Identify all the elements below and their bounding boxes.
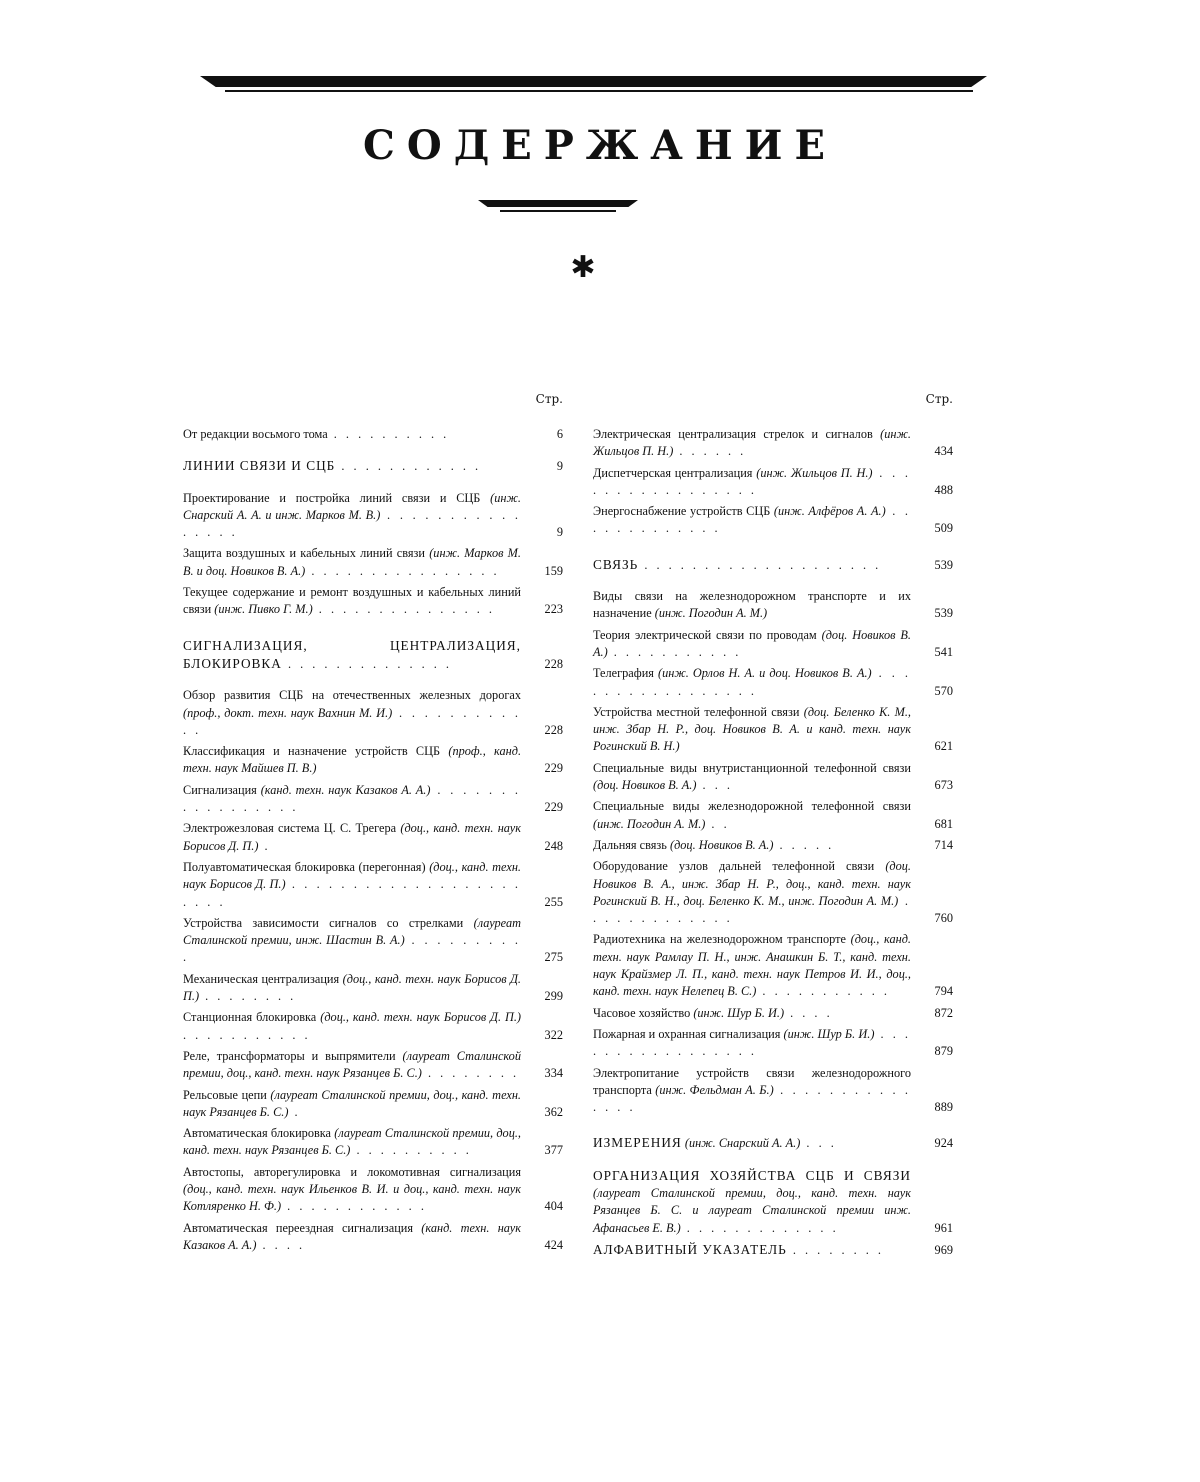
toc-entry-leader-dots: . . . . . . . . . . . . bbox=[335, 459, 482, 474]
toc-entry bbox=[183, 971, 563, 1006]
toc-entry-page-number: 961 bbox=[934, 1220, 953, 1235]
toc-entry-title: Электрическая централизация стрелок и сигналов bbox=[593, 427, 873, 441]
toc-entry-text bbox=[183, 1125, 529, 1160]
page-title: СОДЕРЖАНИЕ bbox=[363, 122, 837, 169]
toc-entry-title: Автостопы, авторегулировка и локомотивная сигнализация bbox=[183, 1164, 521, 1179]
toc-entry bbox=[593, 665, 953, 700]
toc-entry-leader-dots: . bbox=[288, 1104, 301, 1119]
toc-entry-author: (инж. Фельдман А. Б.) bbox=[655, 1082, 774, 1097]
toc-entry-title: ИЗМЕРЕНИЯ bbox=[593, 1135, 682, 1151]
toc-entry-page-number: 681 bbox=[934, 816, 953, 831]
toc-entry-text bbox=[183, 1220, 529, 1255]
toc-entry-page-number: 879 bbox=[934, 1044, 953, 1059]
toc-entry bbox=[183, 915, 563, 967]
toc-entry-leader-dots: . . . . . . . . . . . . . . . . . bbox=[593, 666, 911, 698]
toc-entry bbox=[593, 760, 953, 795]
toc-entry-leader-dots: . . . . . . . . . . . . . . . bbox=[593, 1082, 912, 1115]
toc-left-column bbox=[183, 392, 563, 1254]
toc-section-entry bbox=[183, 457, 563, 475]
toc-entry-page-number: 541 bbox=[934, 644, 953, 659]
toc-entry-title: Устройства зависимости сигналов со стрелками bbox=[183, 915, 464, 930]
toc-entry-text bbox=[183, 1048, 529, 1083]
toc-entry-title: Автоматическая переездная сигнализация bbox=[183, 1220, 414, 1235]
toc-entry bbox=[593, 1005, 953, 1022]
toc-entry-leader-dots: . . . . . . . . . . . bbox=[607, 644, 742, 659]
title-underline-rule bbox=[478, 200, 638, 207]
toc-entry-text bbox=[593, 798, 919, 833]
toc-entry-leader-dots: . . . . . . . . . . . . bbox=[183, 705, 521, 737]
toc-entry-leader-dots: . . . . bbox=[256, 1237, 306, 1252]
toc-entry-text bbox=[183, 820, 529, 855]
toc-entry-title: Механическая централизация bbox=[183, 971, 340, 986]
toc-right-list bbox=[593, 426, 953, 1259]
toc-entry-leader-dots: . . . . . . . . . . bbox=[350, 1143, 472, 1158]
toc-entry-leader-dots: . . . . . . . . . . bbox=[327, 427, 450, 441]
toc-entry bbox=[593, 798, 953, 833]
toc-entry-leader-dots: . . . . . . . . . . . . . . . . . . . . . . . bbox=[183, 877, 521, 909]
toc-entry bbox=[183, 687, 563, 739]
toc-entry-page-number: 275 bbox=[544, 950, 563, 965]
toc-entry-page-number: 228 bbox=[544, 656, 563, 671]
star-ornament-icon: ✱ bbox=[570, 250, 596, 285]
toc-entry-leader-dots: . . . bbox=[800, 1136, 837, 1151]
toc-entry-page-number: 362 bbox=[544, 1104, 563, 1119]
toc-entry bbox=[593, 426, 953, 461]
toc-section-entry bbox=[593, 1167, 953, 1237]
toc-entry-author: (лауреат Сталинской премии, доц., канд. техн. наук Рязанцев Б. С.) bbox=[183, 1087, 521, 1119]
toc-entry-text bbox=[593, 704, 919, 756]
toc-entry-page-number: 255 bbox=[544, 894, 563, 909]
toc-entry-title: Виды связи на железнодорожном транспорте и их назначение bbox=[593, 589, 911, 621]
toc-entry-text bbox=[183, 1087, 529, 1122]
toc-entry-title: Классификация и назначение устройств СЦБ bbox=[183, 744, 441, 759]
toc-entry-page-number: 889 bbox=[934, 1100, 953, 1115]
toc-entry bbox=[183, 743, 563, 778]
toc-entry bbox=[593, 704, 953, 756]
toc-entry-text bbox=[593, 1005, 919, 1022]
toc-entry bbox=[593, 503, 953, 538]
toc-entry-page-number: 488 bbox=[934, 482, 953, 497]
toc-entry-leader-dots: . . bbox=[705, 816, 730, 831]
toc-entry bbox=[593, 931, 953, 1000]
toc-entry-page-number: 228 bbox=[544, 722, 563, 737]
toc-entry-leader-dots: . . . . . . . . . . . . . . . . bbox=[183, 507, 521, 540]
top-heavy-rule bbox=[200, 76, 987, 87]
toc-entry-author: (инж. Орлов Н. А. и доц. Новиков В. А.) bbox=[658, 666, 872, 681]
toc-entry-title: СИГНАЛИЗАЦИЯ, ЦЕНТРАЛИЗАЦИЯ, БЛОКИРОВКА bbox=[183, 637, 521, 671]
toc-entry-text bbox=[593, 556, 919, 574]
toc-entry-page-number: 229 bbox=[544, 800, 563, 815]
toc-entry bbox=[183, 1009, 563, 1044]
toc-entry bbox=[183, 859, 563, 911]
toc-entry-leader-dots: . . . . . . . . . . . . . . . . bbox=[305, 563, 500, 578]
toc-entry-page-number: 159 bbox=[544, 563, 563, 578]
toc-entry-leader-dots: . . . . . . . . . . . bbox=[756, 984, 890, 999]
toc-entry-title: Дальняя связь bbox=[593, 837, 667, 852]
toc-entry-leader-dots: . . . . . . . . bbox=[786, 1242, 884, 1257]
toc-entry bbox=[593, 627, 953, 662]
toc-entry-title: Реле, трансформаторы и выпрямители bbox=[183, 1048, 396, 1063]
toc-entry-author: (лауреат Сталинской премии, инж. Шастин В. А.) bbox=[183, 915, 521, 948]
toc-entry-text bbox=[183, 687, 529, 739]
toc-entry-text bbox=[593, 665, 919, 700]
toc-entry-author: (инж. Погодин А. М.) bbox=[593, 816, 706, 831]
toc-entry bbox=[183, 426, 563, 443]
top-thin-rule bbox=[225, 90, 973, 92]
toc-entry-title: Полуавтоматическая блокировка (перегонная) bbox=[183, 859, 426, 874]
toc-entry-author: (доц. Новиков В. А.) bbox=[669, 837, 774, 852]
toc-entry-text bbox=[593, 1241, 919, 1259]
toc-entry-text bbox=[593, 760, 919, 795]
toc-entry-page-number: 229 bbox=[544, 761, 563, 776]
toc-entry-title: Проектирование и постройка линий связи и СЦБ bbox=[183, 490, 481, 505]
toc-entry bbox=[593, 837, 953, 854]
toc-left-list bbox=[183, 426, 563, 1254]
toc-entry bbox=[183, 1125, 563, 1160]
toc-entry bbox=[183, 1164, 563, 1216]
toc-entry-leader-dots: . . . . bbox=[784, 1005, 833, 1020]
toc-entry-title: Устройства местной телефонной связи bbox=[593, 704, 800, 719]
toc-entry-author: (лауреат Сталинской премии, доц., канд. техн. наук Рязанцев Б. С.) bbox=[183, 1126, 522, 1158]
toc-entry-author: (инж. Алфёров А. А.) bbox=[773, 504, 886, 519]
toc-entry-title: Телеграфия bbox=[593, 666, 654, 681]
toc-entry-page-number: 760 bbox=[934, 911, 953, 926]
toc-entry-leader-dots: . . . . . . . . . . bbox=[183, 933, 521, 965]
toc-entry-author: (инж. Снарский А. А. и инж. Марков М. В.) bbox=[183, 490, 521, 522]
toc-entry-text bbox=[183, 859, 529, 911]
toc-entry-author: (лауреат Сталинской премии, доц., канд. техн. наук Рязанцев Б. С. и лауреат Сталинской премии инж. Афанасьев Е. В.) bbox=[593, 1185, 911, 1235]
toc-entry-leader-dots: . bbox=[258, 838, 271, 853]
toc-entry-page-number: 969 bbox=[934, 1242, 953, 1257]
toc-entry-author: (доц., канд. техн. наук Борисов Д. П.) bbox=[183, 859, 521, 892]
toc-entry-page-number: 539 bbox=[934, 606, 953, 621]
toc-entry-text bbox=[183, 971, 529, 1006]
toc-entry-page-number: 299 bbox=[544, 989, 563, 1004]
toc-entry-page-number: 322 bbox=[544, 1027, 563, 1042]
toc-entry-author: (канд. техн. наук Казаков А. А.) bbox=[183, 1220, 521, 1252]
toc-entry-title: Специальные виды железнодорожной телефонной связи bbox=[593, 799, 911, 814]
toc-entry-author: (доц., канд. техн. наук Борисов Д. П.) bbox=[183, 821, 521, 853]
toc-section-entry bbox=[593, 1241, 953, 1259]
toc-entry-text bbox=[593, 1134, 919, 1152]
toc-entry-author: (инж. Жильцов П. Н.) bbox=[756, 465, 873, 480]
toc-entry bbox=[183, 782, 563, 817]
toc-entry-leader-dots: . . . . . . . . . . . . . . bbox=[281, 656, 452, 671]
toc-entry-text bbox=[183, 1009, 529, 1044]
toc-entry-author: (проф., канд. техн. наук Майшев П. В.) bbox=[183, 744, 522, 776]
toc-right-column bbox=[593, 392, 953, 1259]
toc-entry-page-number: 9 bbox=[556, 459, 563, 474]
toc-entry-title: Энергоснабжение устройств СЦБ bbox=[593, 504, 771, 519]
toc-entry-title: ОРГАНИЗАЦИЯ ХОЗЯЙСТВА СЦБ И СВЯЗИ bbox=[593, 1167, 911, 1183]
toc-entry-title: Радиотехника на железнодорожном транспорте bbox=[593, 932, 846, 947]
toc-entry-leader-dots: . . . . . . . . . . . . . bbox=[593, 504, 911, 536]
toc-entry-text bbox=[593, 503, 919, 538]
toc-entry-leader-dots: . . . . . . . . . . . . . bbox=[680, 1220, 839, 1235]
toc-entry bbox=[593, 858, 953, 927]
toc-entry-title: Обзор развития СЦБ на отечественных железных дорогах bbox=[183, 688, 521, 703]
toc-entry-title: Специальные виды внутристанционной телефонной связи bbox=[593, 760, 911, 775]
toc-entry-author: (доц. Беленко К. М., инж. Збар Н. Р., доц. Новиков В. А. и канд. техн. наук Рогинский В. Н.) bbox=[593, 704, 912, 754]
toc-entry bbox=[593, 1065, 953, 1117]
toc-entry-author: (инж. Пивко Г. М.) bbox=[214, 602, 313, 617]
toc-entry-page-number: 794 bbox=[934, 984, 953, 999]
toc-entry-page-number: 424 bbox=[544, 1237, 563, 1252]
toc-entry-text bbox=[593, 931, 919, 1000]
toc-entry-page-number: 714 bbox=[934, 837, 953, 852]
toc-entry-text bbox=[593, 858, 919, 927]
toc-entry-leader-dots: . . . . . . . . bbox=[421, 1066, 520, 1081]
toc-entry-leader-dots: . . . . . bbox=[773, 837, 835, 852]
toc-entry-leader-dots: . . . . . . . . . . . . . . . . . bbox=[593, 1026, 912, 1059]
toc-entry-title: СВЯЗЬ bbox=[593, 556, 639, 572]
toc-entry-author: (доц. Новиков В. А.) bbox=[593, 627, 911, 659]
toc-entry-leader-dots: . . . . . . . . . . . . . . . . . bbox=[183, 782, 521, 815]
toc-entry-title: Электропитание устройств связи железнодорожного транспорта bbox=[593, 1065, 911, 1097]
toc-entry-title: От редакции восьмого тома bbox=[183, 427, 328, 441]
toc-entry-title: Электрожезловая система Ц. С. Трегера bbox=[183, 821, 397, 836]
toc-entry-leader-dots: . . . bbox=[696, 778, 733, 793]
toc-entry bbox=[183, 1220, 563, 1255]
toc-entry-author: (доц. Новиков В. А.) bbox=[593, 778, 697, 793]
toc-entry-page-number: 6 bbox=[556, 427, 563, 441]
toc-entry-page-number: 509 bbox=[934, 521, 953, 536]
toc-entry-page-number: 404 bbox=[544, 1199, 563, 1214]
toc-entry-author: (лауреат Сталинской премии, доц., канд. техн. наук Рязанцев Б. С.) bbox=[183, 1048, 521, 1081]
toc-entry-page-number: 570 bbox=[934, 683, 953, 698]
toc-entry-page-number: 248 bbox=[544, 838, 563, 853]
toc-entry-author: (доц., канд. техн. наук Рамлау П. Н., инж. Анашкин Б. Т., канд. техн. наук Крайзмер Л. П., канд. техн. наук Петров И. И., доц., канд. техн. наук Нелепец В. С.) bbox=[593, 932, 911, 999]
toc-entry bbox=[593, 465, 953, 500]
toc-entry-leader-dots: . . . . . . . . . . . . . . . bbox=[312, 602, 495, 617]
toc-entry-leader-dots: . . . . . . . . . . . . . bbox=[593, 893, 911, 926]
toc-entry-text bbox=[183, 490, 529, 542]
toc-entry-author: (инж. Погодин А. М.) bbox=[654, 606, 768, 621]
toc-entry-author: (инж. Шур Б. И.) bbox=[783, 1026, 875, 1041]
toc-section-entry bbox=[593, 1134, 953, 1152]
toc-entry-author: (доц., канд. техн. наук Борисов Д. П.) bbox=[183, 971, 522, 1004]
toc-entry-text bbox=[183, 584, 529, 619]
toc-entry-text bbox=[593, 1026, 919, 1061]
toc-entry-page-number: 223 bbox=[544, 602, 563, 617]
toc-entry-page-number: 924 bbox=[934, 1136, 953, 1151]
title-underline-thin-rule bbox=[500, 210, 616, 212]
toc-entry-text bbox=[183, 426, 529, 443]
page-column-label: Стр. bbox=[925, 392, 953, 406]
toc-entry-title: Пожарная и охранная сигнализация bbox=[593, 1026, 781, 1041]
page-column-label: Стр. bbox=[535, 392, 563, 406]
toc-entry-leader-dots: . . . . . . bbox=[673, 444, 747, 459]
toc-entry-text bbox=[183, 915, 529, 967]
toc-entry-author: (доц., канд. техн. наук Ильенков В. И. и доц., канд. техн. наук Котляренко Н. Ф.) bbox=[183, 1181, 521, 1214]
toc-entry-text bbox=[593, 1167, 919, 1237]
toc-entry-title: Станционная блокировка bbox=[183, 1010, 317, 1025]
toc-entry-title: Теория электрической связи по проводам bbox=[593, 627, 817, 642]
toc-entry-author: (инж. Жильцов П. Н.) bbox=[593, 427, 911, 459]
toc-entry bbox=[593, 1026, 953, 1061]
toc-entry-text bbox=[183, 457, 529, 475]
toc-entry-leader-dots: . . . . . . . . bbox=[199, 989, 297, 1004]
toc-entry-author: (проф., докт. техн. наук Вахнин М. И.) bbox=[183, 705, 393, 720]
toc-entry-page-number: 334 bbox=[544, 1066, 563, 1081]
toc-entry bbox=[183, 820, 563, 855]
toc-entry-page-number: 539 bbox=[934, 557, 953, 572]
toc-section-entry bbox=[593, 556, 953, 574]
toc-entry-author: (инж. Марков М. В. и доц. Новиков В. А.) bbox=[183, 546, 521, 578]
toc-entry-page-number: 9 bbox=[556, 525, 563, 540]
toc-entry-title: Сигнализация bbox=[183, 782, 257, 797]
toc-entry-author: (канд. техн. наук Казаков А. А.) bbox=[260, 782, 431, 797]
toc-entry bbox=[183, 490, 563, 542]
toc-entry-page-number: 673 bbox=[934, 778, 953, 793]
toc-entry bbox=[183, 1087, 563, 1122]
toc-entry-text bbox=[183, 782, 529, 817]
toc-section-entry bbox=[183, 637, 563, 674]
toc-entry-text bbox=[183, 743, 529, 778]
toc-entry-leader-dots: . . . . . . . . . . . . . . . . . . . . bbox=[638, 557, 882, 572]
toc-entry-text bbox=[593, 465, 919, 500]
toc-entry-title: Рельсовые цепи bbox=[183, 1087, 267, 1102]
toc-entry-title: Автоматическая блокировка bbox=[183, 1126, 332, 1141]
toc-entry bbox=[593, 588, 953, 623]
toc-entry-text bbox=[183, 1164, 529, 1216]
toc-entry-text bbox=[593, 627, 919, 662]
toc-entry-page-number: 434 bbox=[934, 444, 953, 459]
toc-entry bbox=[183, 1048, 563, 1083]
toc-entry-title: Оборудование узлов дальней телефонной связи bbox=[593, 859, 875, 874]
toc-entry-text bbox=[183, 637, 529, 674]
toc-entry-title: АЛФАВИТНЫЙ УКАЗАТЕЛЬ bbox=[593, 1241, 787, 1257]
toc-entry-title: Часовое хозяйство bbox=[593, 1005, 691, 1020]
toc-entry bbox=[183, 584, 563, 619]
toc-entry-title: ЛИНИИ СВЯЗИ И СЦБ bbox=[183, 458, 336, 474]
toc-entry-page-number: 377 bbox=[544, 1143, 563, 1158]
toc-entry-title: Диспетчерская централизация bbox=[593, 465, 753, 480]
toc-entry-leader-dots: . . . . . . . . . . . bbox=[183, 1027, 311, 1042]
toc-entry-author: (доц. Новиков В. А., инж. Збар Н. Р., доц., канд. техн. наук Рогинский В. Н., доц. Беленко К. М., инж. Погодин А. М.) bbox=[593, 859, 911, 908]
toc-entry bbox=[183, 545, 563, 580]
toc-entry-text bbox=[183, 545, 529, 580]
toc-entry-text bbox=[593, 1065, 919, 1117]
toc-entry-page-number: 872 bbox=[934, 1005, 953, 1020]
toc-entry-author: (инж. Снарский А. А.) bbox=[684, 1136, 801, 1151]
toc-entry-leader-dots: . . . . . . . . . . . . . . . . . bbox=[593, 465, 911, 497]
toc-entry-text bbox=[593, 837, 919, 854]
toc-entry-text bbox=[593, 426, 919, 461]
toc-entry-title: Защита воздушных и кабельных линий связи bbox=[183, 546, 425, 561]
toc-entry-text bbox=[593, 588, 919, 623]
toc-entry-title: Текущее содержание и ремонт воздушных и кабельных линий связи bbox=[183, 585, 521, 617]
toc-entry-page-number: 621 bbox=[934, 739, 953, 754]
toc-entry-author: (доц., канд. техн. наук Борисов Д. П.) bbox=[320, 1010, 522, 1025]
toc-entry-leader-dots: . . . . . . . . . . . . bbox=[281, 1199, 427, 1214]
toc-entry-author: (инж. Шур Б. И.) bbox=[693, 1005, 785, 1020]
